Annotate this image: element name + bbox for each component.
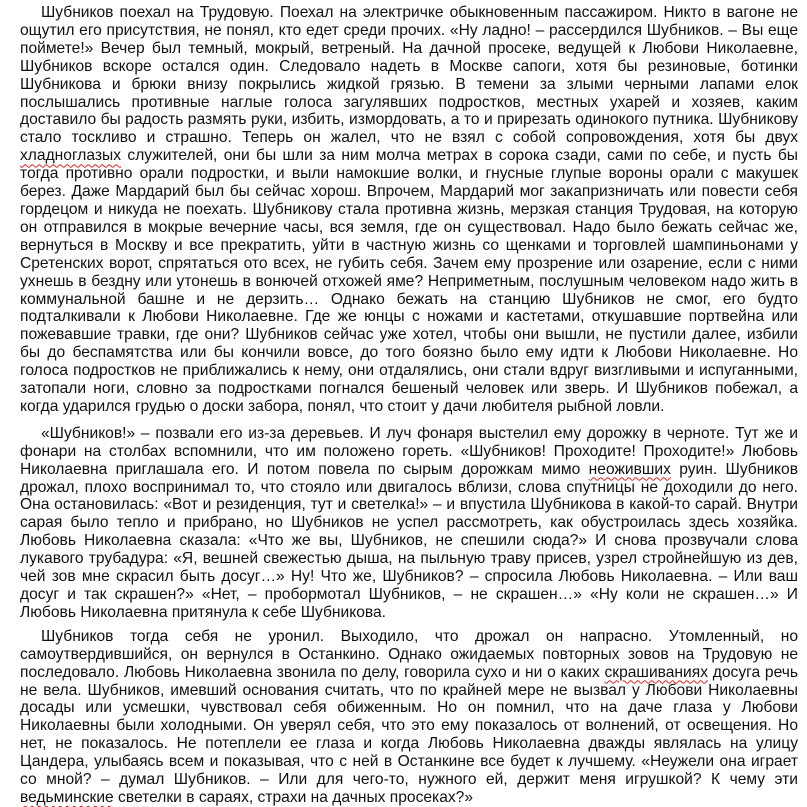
text-run: досуга речь не вела. Шубников, имевший основания считать, что по крайней мере не вызвал у Любови Николаевны досады или усмешки, чувствовал себя обиженным. Но он помнил, что на даче глаза у Любови Николаевны были холодными. Он уверял себя, что это ему показалось от волнений, от освещения. Но нет, не показалось. Не потеплели ее глаза и когда Любовь Николаевна дважды являлась на улицу Цандера, улыбаясь всем и показывая, что с ней в Останкине все будет к лучшему. «Неужели она играет со мной? – думал Шубников. – Или для чего-то, нужного ей, держит меня игрушкой? К чему эти (20, 663, 799, 789)
paragraph (20, 425, 798, 622)
text-run: Шубников тогда себя не уронил. Выходило, что дрожал он напрасно. Утомленный, но самоутвердившийся, он вернулся в Останкино. Однако ожидаемых повторных зовов на Трудовую не последовало. Любовь Николаевна звонила по делу, говорила сухо и ни о каких (20, 627, 798, 681)
text-run: Шубников поехал на Трудовую. Поехал на электричке обыкновенным пассажиром. Никто в вагоне не ощутил его присутствия, не понял, кто едет среди прочих. «Ну ладно! – рассердился Шубников. – Вы еще поймете!» Вечер был темный, мокрый, ветреный. На дачной просеке, ведущей к Любови Николаевне, Шубников вскоре остался один. Следовало надеть в Москве сапоги, хотя бы резиновые, ботинки Шубникова и брюки внизу покрылись жидкой грязью. В темени за злыми черными лапами елок послышались противные наглые голоса загулявших подростков, местных ухарей и хозяев, каким доставило бы радость размять руки, избить, измордовать, а то и прирезать одинокого путника. Шубникову стало тоскливо и страшно. Теперь он жалел, что не взял с собой сопровождения, хотя бы двух (20, 4, 798, 147)
misspelled-word[interactable]: неоживших (588, 460, 671, 478)
misspelled-word[interactable]: хладноглазых (20, 147, 122, 165)
paragraph (20, 628, 798, 807)
text-run: светелки в сараях, страхи на дачных просеках?» (113, 788, 474, 806)
paragraph (20, 4, 798, 416)
document-page (20, 4, 798, 807)
misspelled-word[interactable]: ведьминские (20, 788, 114, 806)
text-run: руин. Шубников дрожал, плохо воспринимал то, что стояло или двигалось вблизи, слова спутницы не доходили до него. Она остановилась: «Вот и резиденция, тут и светелка!» – и впустила Шубникова в какой-то сарай. Внутри сарая было тепло и прибрано, но Шубников не успел рассмотреть, как обустроилась здесь хозяйка. Любовь Николаевна сказала: «Что же вы, Шубников, не спешили сюда?» И снова прозвучали слова лукавого трубадура: «Я, вешней свежестью дыша, на пыльную траву присев, узрел стройнейшую из дев, чей зов мне скрасил быть досуг…» Ну! Что же, Шубников? – спросила Любовь Николаевна. – Или ваш досуг и так скрашен?» «Нет, – пробормотал Шубников, – не скрашен…» «Ну коли не скрашен…» И Любовь Николаевна притянула к себе Шубникова. (20, 460, 798, 621)
text-run: служителей, они бы шли за ним молча метрах в сорока сзади, сами по себе, и пусть бы тогда противно орали подростки, и выли намокшие волки, и гнусные глупые вороны орали с макушек берез. Даже Мардарий был бы сейчас хорош. Впрочем, Мардарий мог закапризничать или повести себя гордецом и никуда не поехать. Шубникову стала противна жизнь, мерзкая станция Трудовая, на которую он отправился в мокрые вечерние часы, вся земля, где он существовал. Надо было бежать сейчас же, вернуться в Москву и все прекратить, уйти в частную жизнь со щенками и торговлей шампиньонами у Сретенских ворот, спрятаться ото всех, не губить себя. Зачем ему прозрение или озарение, если с ними ухнешь в бездну или утонешь в вонючей отхожей яме? Неприметным, послушным человеком надо жить в коммунальной башне и не дерзить… Однако бежать на станцию Шубников не смог, его будто подталкивали к Любови Николаевне. Где же юнцы с ножами и кастетами, откушавшие портвейна или пожевавшие травки, где они? Шубников сейчас уже хотел, чтобы они вышли, не пустили далее, избили бы до беспамятства или бы кончили вовсе, до того боязно было ему идти к Любови Николаевне. Но голоса подростков не приближались к нему, они отдалялись, они стали вдруг визгливыми и испуганными, затопали ноги, словно за подростками погнался бешеный человек или зверь. И Шубников побежал, а когда ударился грудью о доски забора, понял, что стоит у дачи любителя рыбной ловли. (20, 147, 798, 415)
text-run: «Шубников!» – позвали его из-за деревьев. И луч фонаря выстелил ему дорожку в черноте. Тут же и фонари на столбах вспомнили, что им положено гореть. «Шубников! Проходите! Проходите!» Любовь Николаевна приглашала его. И потом повела по сырым дорожкам мимо (20, 424, 798, 478)
misspelled-word[interactable]: скрашиваниях (604, 663, 708, 681)
